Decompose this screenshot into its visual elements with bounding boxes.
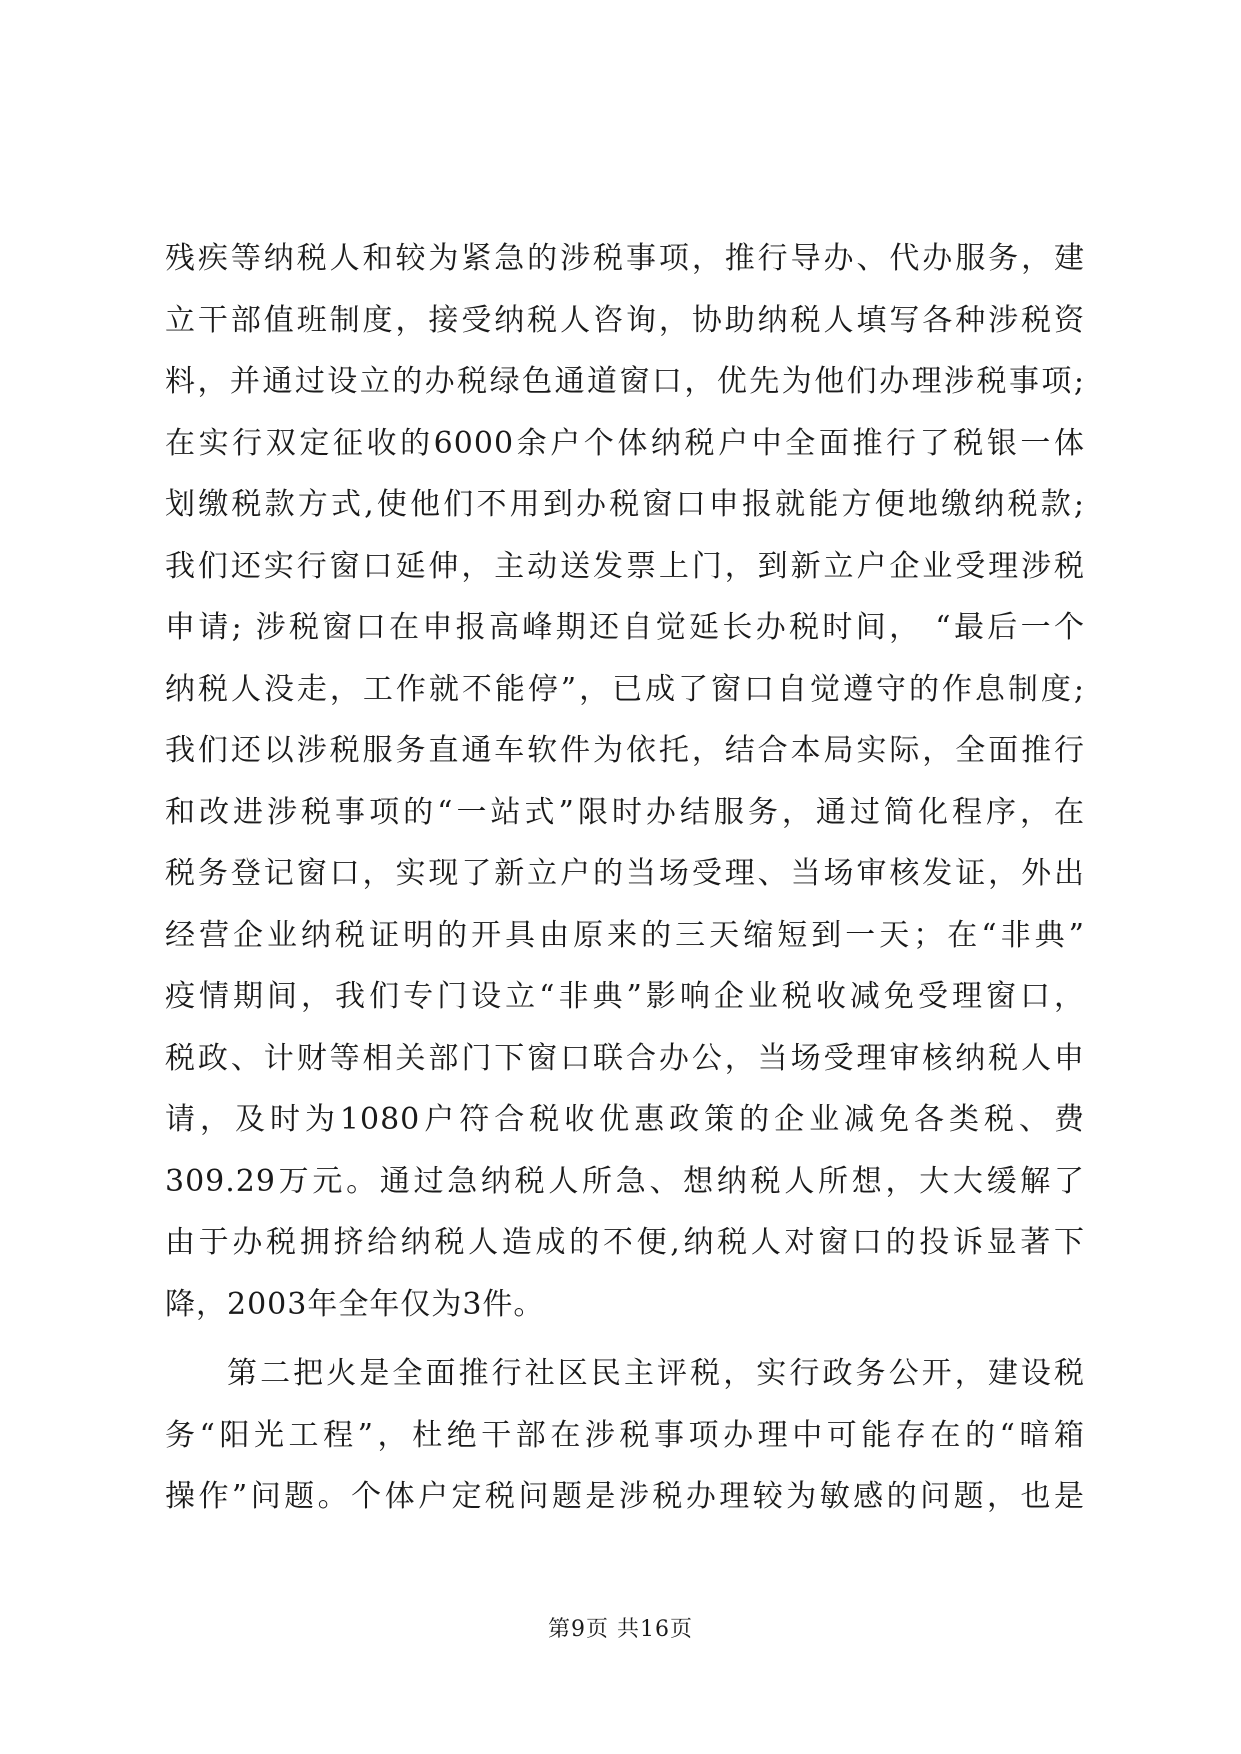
text-line: 残疾等纳税人和较为紧急的涉税事项，推行导办、代办服务，建 — [165, 241, 1085, 276]
paragraph-1 — [165, 228, 1085, 1335]
text-line: 划缴税款方式,使他们不用到办税窗口申报就能方便地缴纳税款; — [165, 487, 1085, 522]
text-line: 请，及时为1080户符合税收优惠政策的企业减免各类税、费 — [165, 1102, 1085, 1137]
paragraph-gap — [165, 1335, 1085, 1343]
text-line: 申请; 涉税窗口在申报高峰期还自觉延长办税时间， “最后一个 — [165, 610, 1085, 645]
text-line: 纳税人没走，工作就不能停”，已成了窗口自觉遵守的作息制度; — [165, 671, 1085, 707]
text-line: 经营企业纳税证明的开具由原来的三天缩短到一天；在“非典” — [165, 917, 1085, 953]
paragraph-2 — [165, 1343, 1085, 1528]
text-line: 税务登记窗口，实现了新立户的当场受理、当场审核发证，外出 — [165, 856, 1085, 891]
text-line: 料，并通过设立的办税绿色通道窗口，优先为他们办理涉税事项; — [165, 364, 1085, 399]
text-line: 疫情期间，我们专门设立“非典”影响企业税收减免受理窗口， — [165, 979, 1085, 1014]
text-line: 税政、计财等相关部门下窗口联合办公，当场受理审核纳税人申 — [165, 1040, 1085, 1076]
document-body — [165, 228, 1085, 1528]
text-line: 务“阳光工程”，杜绝干部在涉税事项办理中可能存在的“暗箱 — [165, 1417, 1085, 1453]
text-line: 309.29万元。通过急纳税人所急、想纳税人所想，大大缓解了 — [165, 1163, 1085, 1199]
text-line: 和改进涉税事项的“一站式”限时办结服务，通过简化程序，在 — [165, 794, 1085, 830]
text-line: 我们还实行窗口延伸，主动送发票上门，到新立户企业受理涉税 — [165, 548, 1085, 584]
text-line: 操作”问题。个体户定税问题是涉税办理较为敏感的问题，也是 — [165, 1479, 1085, 1514]
text-line: 在实行双定征收的6000余户个体纳税户中全面推行了税银一体 — [165, 425, 1085, 461]
text-line: 第二把火是全面推行社区民主评税，实行政务公开，建设税 — [227, 1356, 1085, 1391]
text-line: 我们还以涉税服务直通车软件为依托，结合本局实际，全面推行 — [165, 733, 1085, 768]
page-number-footer: 第9页 共16页 — [548, 1617, 693, 1642]
text-line: 降，2003年全年仅为3件。 — [165, 1286, 545, 1322]
text-line: 由于办税拥挤给纳税人造成的不便,纳税人对窗口的投诉显著下 — [165, 1225, 1085, 1260]
text-line: 立干部值班制度，接受纳税人咨询，协助纳税人填写各种涉税资 — [165, 302, 1085, 338]
